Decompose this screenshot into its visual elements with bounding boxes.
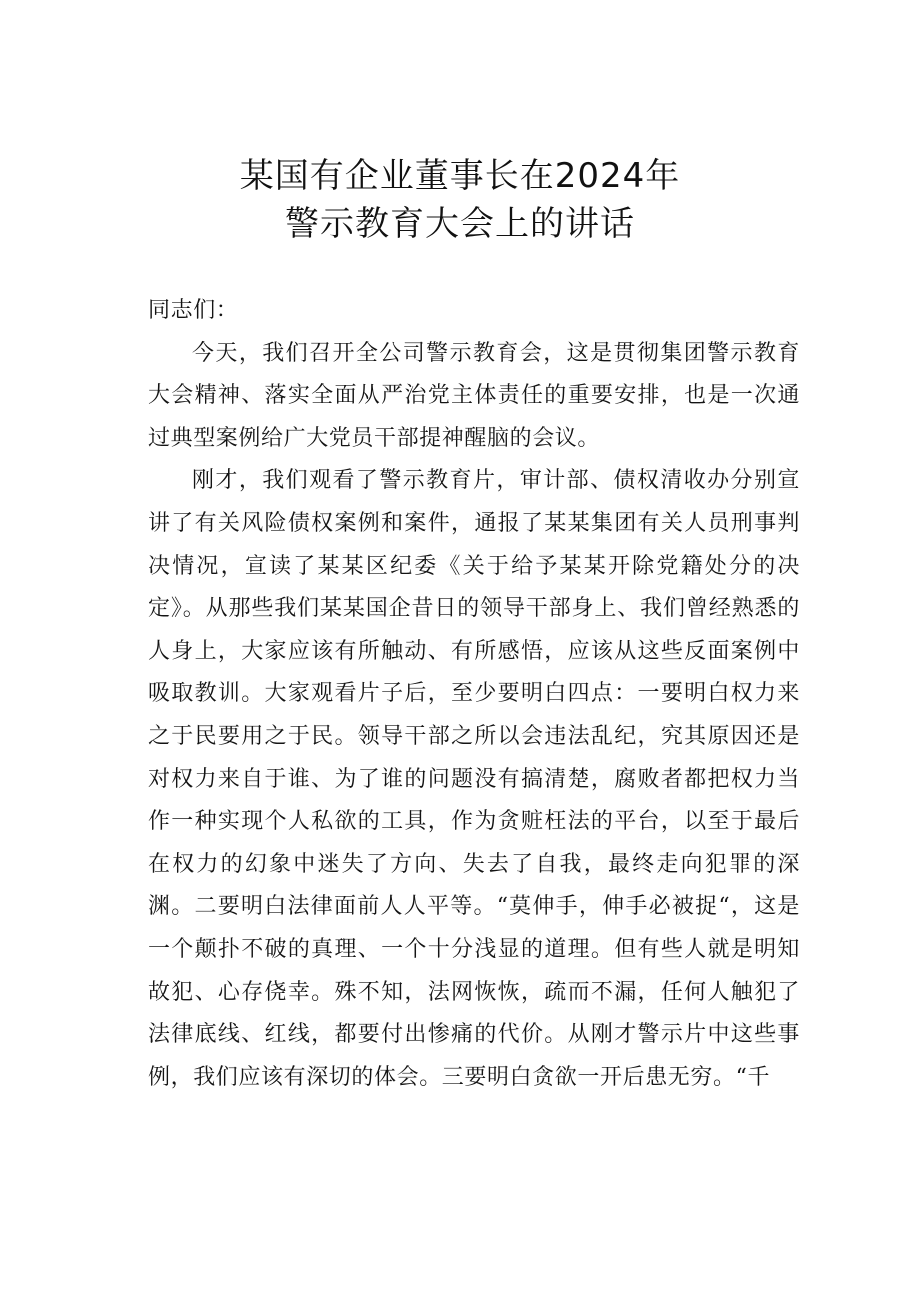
- document-title: [120, 152, 800, 248]
- title-line-2: 警示教育大会上的讲话: [285, 204, 635, 244]
- document-body: [148, 290, 800, 1099]
- title-line-1: 某国有企业董事长在2024年: [239, 156, 681, 196]
- salutation: 同志们：: [148, 298, 239, 323]
- paragraph-1: 今天，我们召开全公司警示教育会，这是贯彻集团警示教育大会精神、落实全面从严治党主体责任的重要安排，也是一次通过典型案例给广大党员干部提神醒脑的会议。: [148, 340, 800, 451]
- paragraph-2: 刚才，我们观看了警示教育片，审计部、债权清收办分别宣讲了有关风险债权案例和案件，通报了某某集团有关人员刑事判决情况，宣读了某某区纪委《关于给予某某开除党籍处分的决定》。从那些我们某某国企昔日的领导干部身上、我们曾经熟悉的人身上，大家应该有所触动、有所感悟，应该从这些反面案例中吸取教训。大家观看片子后，至少要明白四点：一要明白权力来之于民要用之于民。领导干部之所以会违法乱纪，究其原因还是对权力来自于谁、为了谁的问题没有搞清楚，腐败者都把权力当作一种实现个人私欲的工具，作为贪赃枉法的平台，以至于最后在权力的幻象中迷失了方向、失去了自我，最终走向犯罪的深渊。二要明白法律面前人人平等。“莫伸手，伸手必被捉“，这是一个颠扑不破的真理、一个十分浅显的道理。但有些人就是明知故犯、心存侥幸。殊不知，法网恢恢，疏而不漏，任何人触犯了法律底线、红线，都要付出惨痛的代价。从刚才警示片中这些事例，我们应该有深切的体会。三要明白贪欲一开后患无穷。“千: [148, 468, 800, 1090]
